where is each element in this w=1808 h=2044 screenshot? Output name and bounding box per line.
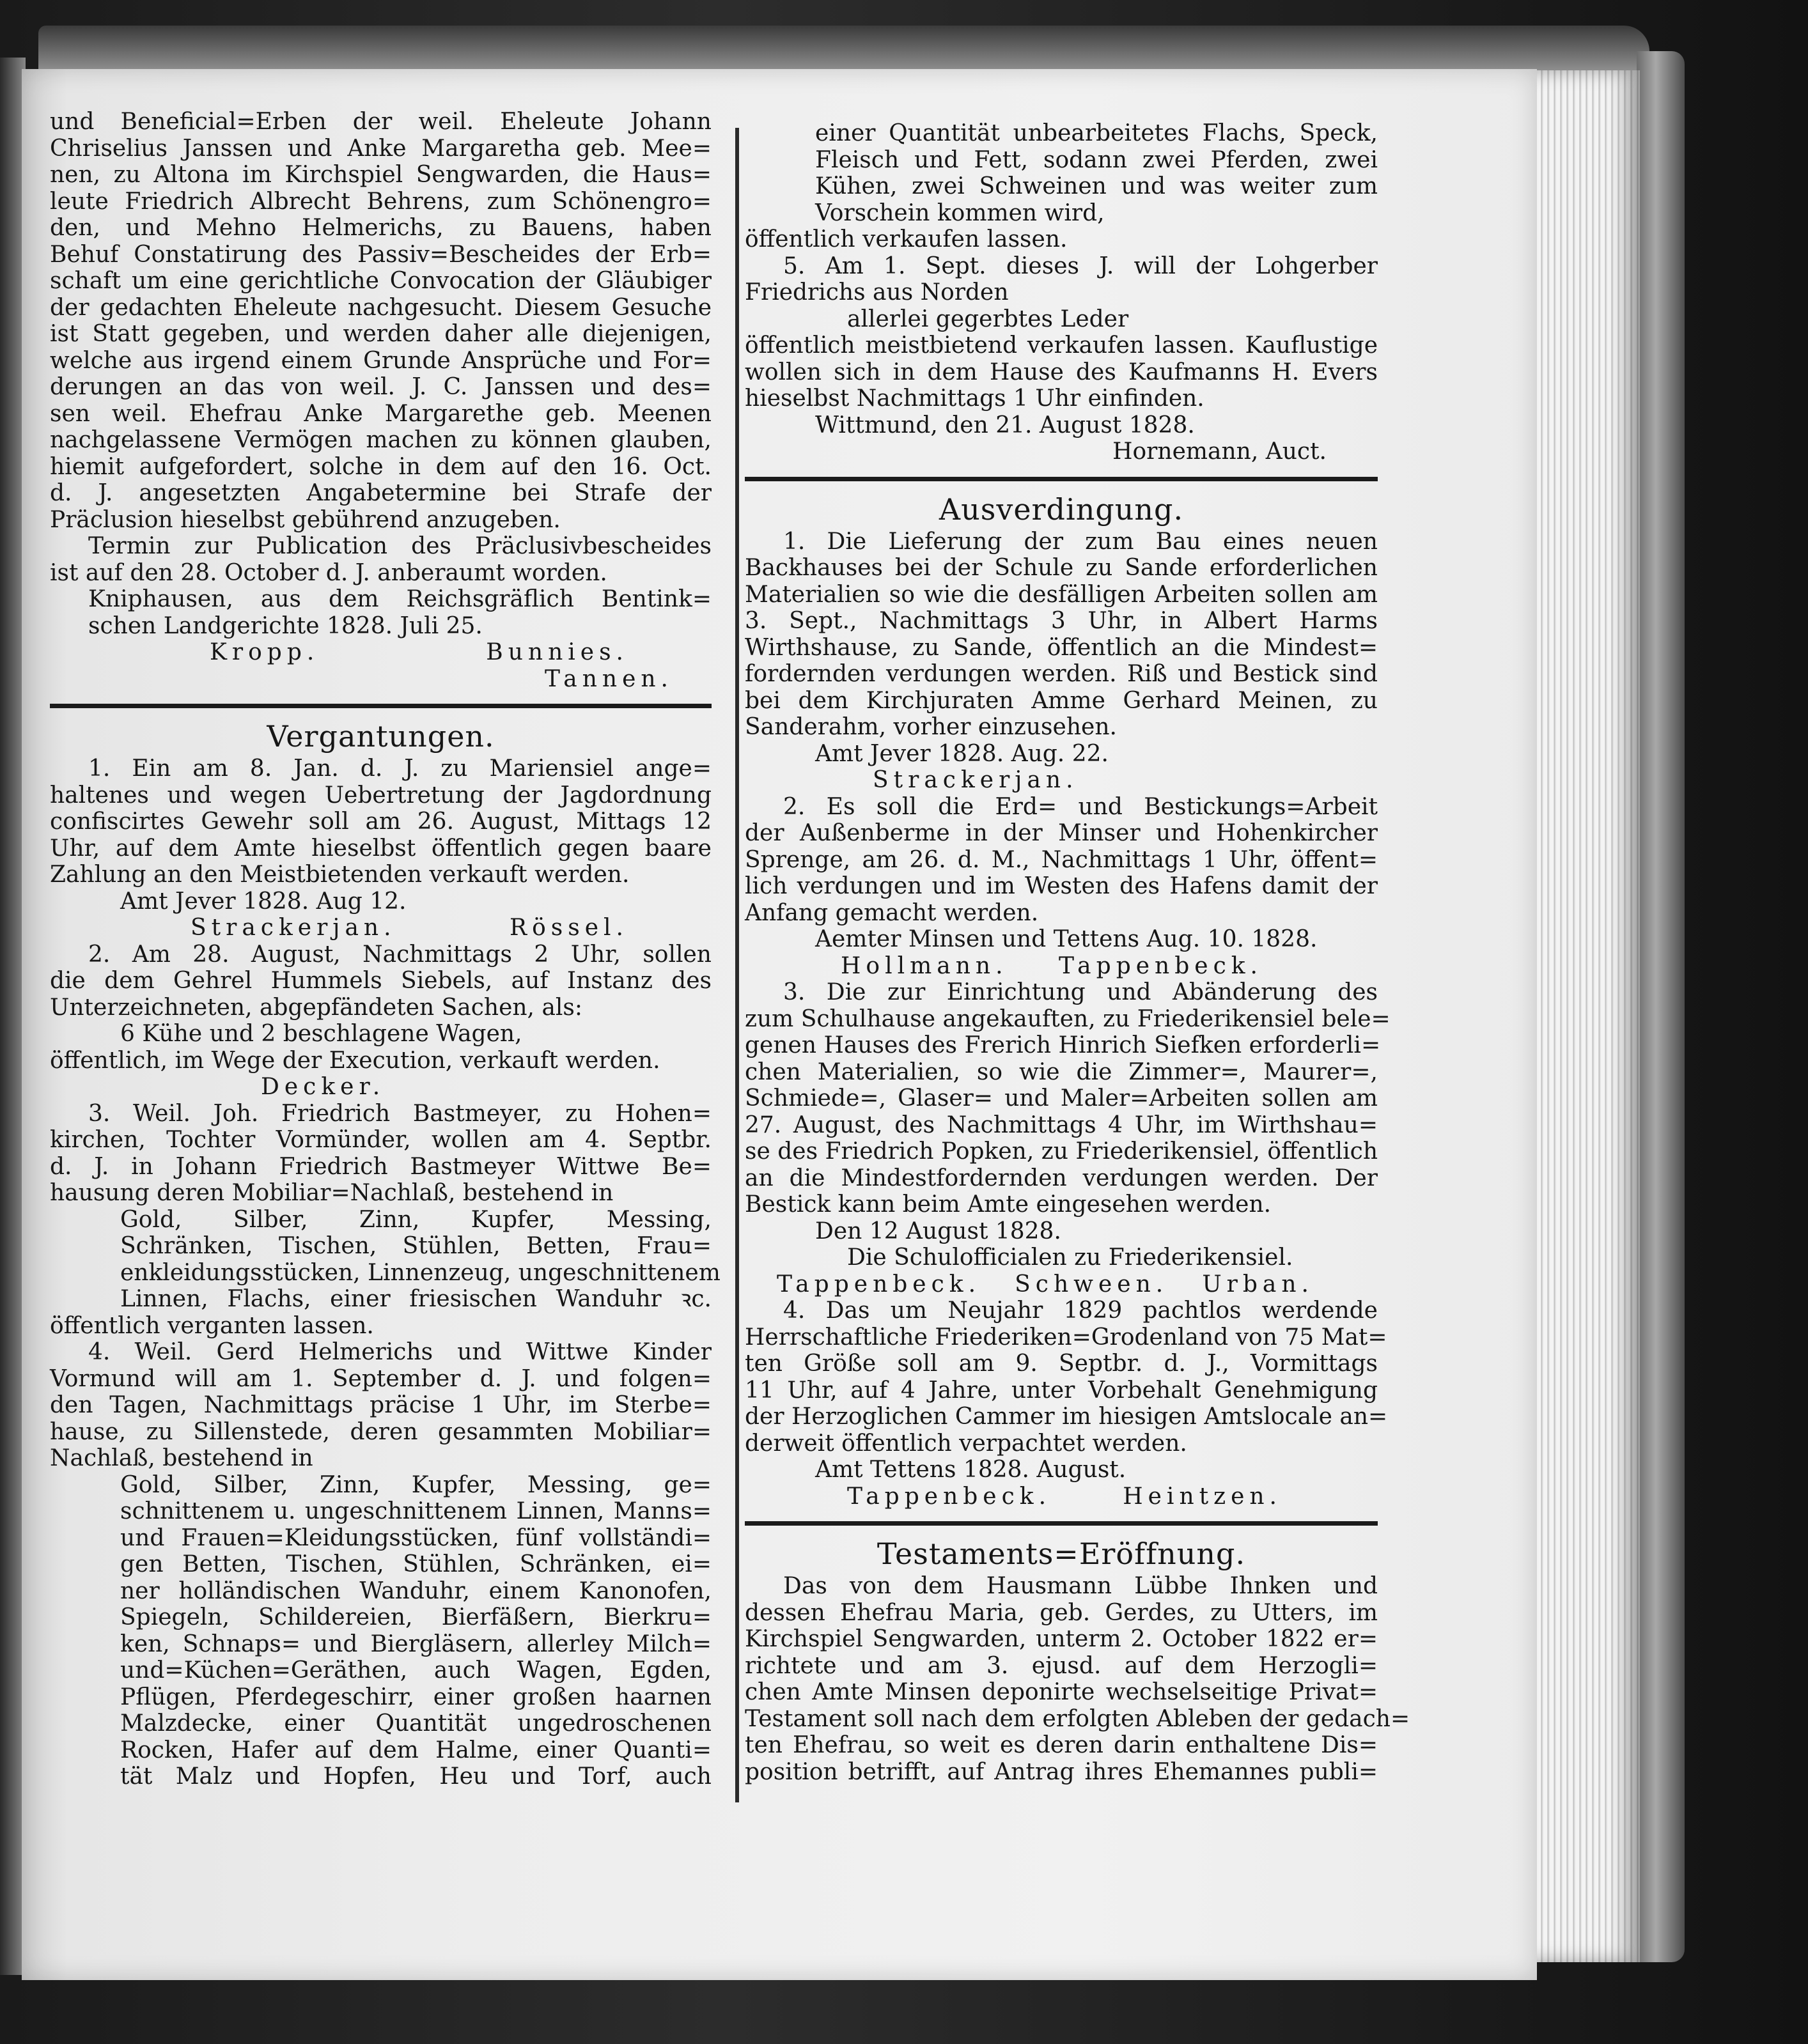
item-line: ken, Schnaps= und Biergläsern, allerley Milch=	[120, 1630, 712, 1657]
text-line: der Außenberme in der Minser und Hohenkircher	[745, 820, 1378, 846]
signature-row	[745, 953, 1378, 980]
section-rule	[50, 704, 712, 708]
text-line: position betrifft, auf Antrag ihres Ehemannes publi=	[745, 1758, 1378, 1785]
text-line: 2. Es soll die Erd= und Bestickungs=Arbeit	[783, 793, 1378, 820]
signature: Heintzen.	[1123, 1483, 1282, 1510]
text-line: haltenes und wegen Uebertretung der Jagdordnung	[50, 782, 712, 809]
text-line: 4. Weil. Gerd Helmerichs und Wittwe Kinder	[88, 1339, 712, 1365]
text-line: chen Amte Minsen deponirte wechselseitige Privat=	[745, 1679, 1378, 1705]
text-line: kirchen, Tochter Vormünder, wollen am 4. Septbr.	[50, 1127, 712, 1153]
text-line: Termin zur Publication des Präclusivbescheides	[88, 533, 712, 559]
text-line: Sprenge, am 26. d. M., Nachmittags 1 Uhr, öffent=	[745, 846, 1378, 873]
item-line: Gold, Silber, Zinn, Kupfer, Messing,	[120, 1206, 712, 1233]
place-date-line: Amt Jever 1828. Aug. 22.	[815, 740, 1109, 767]
place-date-line: Wittmund, den 21. August 1828.	[815, 412, 1195, 438]
signature: Schween.	[1015, 1271, 1169, 1297]
signature: Urban.	[1202, 1271, 1314, 1297]
text-line: ist Statt gegeben, und werden daher alle diejenigen,	[50, 321, 712, 347]
signature: Hornemann, Auct.	[1112, 438, 1327, 465]
text-line: lich verdungen und im Westen des Hafens damit der	[745, 873, 1378, 899]
section-heading: Testaments=Eröffnung.	[877, 1537, 1246, 1571]
text-line: und Beneficial=Erben der weil. Eheleute Johann	[50, 109, 712, 135]
text-line: den, und Mehno Helmerichs, zu Bauens, haben	[50, 215, 712, 241]
text-line: 1. Die Lieferung der zum Bau eines neuen	[783, 528, 1378, 555]
text-line: hiemit aufgefordert, solche in dem auf den 16. Oct.	[50, 453, 712, 480]
text-line: Präclusion hieselbst gebührend anzugeben.	[50, 506, 561, 533]
text-line: Zahlung an den Meistbietenden verkauft werden.	[50, 862, 630, 888]
text-line: ten Größe soll am 9. Septbr. d. J., Vormittags	[745, 1351, 1378, 1377]
text-line: die dem Gehrel Hummels Siebels, auf Instanz des	[50, 968, 712, 994]
place-date-line: schen Landgerichte 1828. Juli 25.	[88, 612, 483, 639]
item-line: enkleidungsstücken, Linnenzeug, ungeschnittenem	[120, 1259, 721, 1286]
text-line: der gedachten Eheleute nachgesucht. Diesem Gesuche	[50, 294, 712, 321]
text-line: leute Friedrich Albrecht Behrens, zum Schönengro=	[50, 188, 712, 215]
notice-v4	[50, 1339, 712, 1790]
text-line: Bestick kann beim Amte eingesehen werden.	[745, 1191, 1272, 1218]
text-line: chen Materialien, so wie die Zimmer=, Maurer=,	[745, 1058, 1378, 1085]
text-line: öffentlich meistbietend verkaufen lassen. Kauflustige	[745, 332, 1378, 359]
text-line: Sanderahm, vorher einzusehen.	[745, 714, 1117, 740]
notice-testament	[745, 1573, 1410, 1785]
place-date-line: Aemter Minsen und Tettens Aug. 10. 1828.	[815, 926, 1318, 952]
text-line: Friedrichs aus Norden	[745, 279, 1009, 306]
text-line: den Tagen, Nachmittags präcise 1 Uhr, im Sterbe=	[50, 1392, 712, 1418]
text-line: Behuf Constatirung des Passiv=Bescheides der Erb=	[50, 241, 712, 268]
item-line: ner holländischen Wanduhr, einem Kanonofen,	[120, 1577, 712, 1604]
text-line: hausung deren Mobiliar=Nachlaß, bestehend in	[50, 1180, 614, 1206]
text-line: Testament soll nach dem erfolgten Ableben der gedach=	[745, 1705, 1410, 1732]
text-line: 3. Sept., Nachmittags 3 Uhr, in Albert Harms	[745, 608, 1378, 634]
item-line: Rocken, Hafer auf dem Halme, einer Quanti=	[120, 1737, 712, 1763]
text-line: Kirchspiel Sengwarden, unterm 2. October 1822 er=	[745, 1626, 1378, 1652]
text-line: Schmiede=, Glaser= und Maler=Arbeiten sollen am	[745, 1085, 1378, 1111]
item-line: Malzdecke, einer Quantität ungedroschenen	[120, 1710, 712, 1737]
item-line: Gold, Silber, Zinn, Kupfer, Messing, ge=	[120, 1471, 712, 1498]
item-line: Linnen, Flachs, einer friesischen Wanduhr ꝛc.	[120, 1286, 712, 1312]
text-line: 1. Ein am 8. Jan. d. J. zu Mariensiel ange=	[88, 755, 712, 782]
text-line: Wirthshause, zu Sande, öffentlich an die Mindest=	[745, 634, 1378, 661]
text-line: d. J. in Johann Friedrich Bastmeyer Wittwe Be=	[50, 1153, 712, 1180]
text-line: wollen sich in dem Hause des Kaufmanns H. Evers	[745, 359, 1378, 385]
text-line: öffentlich verganten lassen.	[50, 1312, 374, 1339]
notice-v4-continued	[745, 120, 1378, 253]
text-line: se des Friedrich Popken, zu Friederikensiel, öffentlich	[745, 1138, 1378, 1165]
text-line: derweit öffentlich verpachtet werden.	[745, 1430, 1187, 1457]
text-line: Unterzeichneten, abgepfändeten Sachen, als:	[50, 994, 583, 1021]
text-line: confiscirtes Gewehr soll am 26. August, Mittags 12	[50, 809, 712, 835]
place-date-line: Amt Tettens 1828. August.	[815, 1457, 1126, 1483]
item-line: Spiegeln, Schildereien, Bierfäßern, Bierkru=	[120, 1604, 712, 1630]
text-line: ist auf den 28. October d. J. anberaumt worden.	[50, 559, 607, 586]
notice-a1	[745, 529, 1378, 794]
signature: Tappenbeck.	[847, 1483, 1052, 1510]
text-line: 3. Weil. Joh. Friedrich Bastmeyer, zu Hohen=	[88, 1100, 712, 1127]
text-line: Uhr, auf dem Amte hieselbst öffentlich gegen baare	[50, 835, 712, 862]
text-line: hieselbst Nachmittags 1 Uhr einfinden.	[745, 385, 1204, 412]
text-line: Das von dem Hausmann Lübbe Ihnken und	[783, 1573, 1378, 1599]
column-divider	[735, 128, 739, 1802]
convocation-notice	[50, 109, 712, 692]
text-line: öffentlich verkaufen lassen.	[745, 226, 1068, 252]
text-line: genen Hauses des Frerich Hinrich Siefken erforderli=	[745, 1032, 1381, 1058]
text-line: richtete und am 3. ejusd. auf dem Herzogli=	[745, 1652, 1378, 1679]
signature-row	[50, 915, 712, 941]
signature: Hollmann.	[841, 952, 1008, 979]
text-line: hause, zu Sillenstede, deren gesammten Mobiliar=	[50, 1418, 712, 1445]
item-line: und Frauen=Kleidungsstücken, fünf vollständi=	[120, 1524, 712, 1551]
notice-a3	[745, 979, 1391, 1297]
item-line: allerlei gegerbtes Leder	[847, 306, 1129, 332]
text-line: 11 Uhr, auf 4 Jahre, unter Vorbehalt Genehmigung	[745, 1377, 1378, 1404]
text-line: dessen Ehefrau Maria, geb. Gerdes, zu Utters, im	[745, 1599, 1378, 1626]
item-line: tät Malz und Hopfen, Heu und Torf, auch	[120, 1763, 712, 1790]
signature: Tannen.	[545, 665, 673, 692]
text-line: 3. Die zur Einrichtung und Abänderung des	[783, 979, 1378, 1005]
text-line: Anfang gemacht werden.	[745, 899, 1039, 926]
item-line: einer Quantität unbearbeitetes Flachs, Speck,	[815, 120, 1378, 146]
text-line: 2. Am 28. August, Nachmittags 2 Uhr, sollen	[88, 941, 712, 968]
place-date-line: Kniphausen, aus dem Reichsgräflich Bentink=	[88, 586, 712, 612]
text-line: derungen an das von weil. J. C. Janssen und des=	[50, 374, 712, 400]
text-line: Materialien so wie die desfälligen Arbeiten sollen am	[745, 581, 1378, 608]
item-line: Pflügen, Pferdegeschirr, einer großen haarnen	[120, 1684, 712, 1710]
text-line: welche aus irgend einem Grunde Ansprüche und For=	[50, 347, 712, 374]
signature: Tappenbeck.	[1058, 952, 1263, 979]
text-line: zum Schulhause angekauften, zu Friederikensiel bele=	[745, 1005, 1391, 1032]
section-rule	[745, 477, 1378, 481]
text-line: 4. Das um Neujahr 1829 pachtlos werdende	[783, 1297, 1378, 1324]
item-line: Schränken, Tischen, Stühlen, Betten, Frau=	[120, 1233, 712, 1259]
signature: Rössel.	[510, 915, 628, 941]
item-line: 6 Kühe und 2 beschlagene Wagen,	[120, 1021, 522, 1047]
item-line: schnittenem u. ungeschnittenem Linnen, Manns=	[120, 1498, 712, 1524]
text-line: 5. Am 1. Sept. dieses J. will der Lohgerber	[783, 252, 1378, 279]
text-line: an die Mindestfordernden verdungen werden. Der	[745, 1165, 1378, 1191]
section-heading: Vergantungen.	[267, 719, 495, 754]
item-line: Vorschein kommen wird,	[815, 199, 1105, 226]
notice-v3	[50, 1100, 721, 1340]
right-column	[745, 120, 1410, 1785]
text-line: Herrschaftliche Friederiken=Grodenland von 75 Mat=	[745, 1324, 1387, 1351]
page-stack-edges	[1531, 70, 1640, 1962]
text-line: der Herzoglichen Cammer im hiesigen Amtslocale an=	[745, 1404, 1388, 1430]
text-line: schaft um eine gerichtliche Convocation der Gläubiger	[50, 268, 712, 294]
text-line: bei dem Kirchjuraten Amme Gerhard Meinen, zu	[745, 687, 1378, 714]
text-line: d. J. angesetzten Angabetermine bei Strafe der	[50, 480, 712, 506]
item-line: gen Betten, Tischen, Stühlen, Schränken, ei=	[120, 1551, 712, 1577]
notice-a4	[745, 1297, 1388, 1510]
signature: Strackerjan.	[191, 915, 396, 941]
book-cover-edge	[1637, 51, 1685, 1962]
notice-v5	[745, 253, 1378, 465]
text-line: Chriselius Janssen und Anke Margaretha geb. Mee=	[50, 135, 712, 162]
signature: Kropp.	[210, 639, 320, 665]
officials-line: Die Schulofficialen zu Friederikensiel.	[847, 1244, 1293, 1271]
text-line: nachgelassene Vermögen machen zu können glauben,	[50, 427, 712, 453]
notice-v2	[50, 941, 712, 1101]
signature: Bunnies.	[486, 639, 628, 665]
item-line: und=Küchen=Geräthen, auch Wagen, Egden,	[120, 1657, 712, 1684]
text-line: nen, zu Altona im Kirchspiel Sengwarden, die Haus=	[50, 162, 712, 188]
signature: Strackerjan.	[873, 767, 1079, 793]
place-date-line: Den 12 August 1828.	[815, 1218, 1061, 1244]
text-line: fordernden verdungen werden. Riß und Bestick sind	[745, 661, 1378, 687]
section-rule	[745, 1521, 1378, 1526]
text-line: ten Ehefrau, so weit es deren darin enthaltene Dis=	[745, 1732, 1378, 1758]
notice-a2	[745, 794, 1378, 980]
signature-row	[745, 1483, 1378, 1510]
text-line: Vormund will am 1. September d. J. und folgen=	[50, 1365, 712, 1392]
signature-row	[745, 1271, 1378, 1298]
text-line: öffentlich, im Wege der Execution, verkauft werden.	[50, 1047, 660, 1074]
item-line: Kühen, zwei Schweinen und was weiter zum	[815, 173, 1378, 199]
left-column	[50, 109, 721, 1790]
item-line: Fleisch und Fett, sodann zwei Pferden, zwei	[815, 146, 1378, 173]
text-line: Nachlaß, bestehend in	[50, 1445, 313, 1471]
text-line: Backhauses bei der Schule zu Sande erforderlichen	[745, 555, 1378, 581]
text-line: 27. August, des Nachmittags 4 Uhr, im Wirthshau=	[745, 1111, 1378, 1138]
signature: Tappenbeck.	[777, 1271, 981, 1297]
section-heading: Ausverdingung.	[939, 492, 1184, 527]
notice-v1	[50, 755, 712, 941]
text-line: sen weil. Ehefrau Anke Margarethe geb. Meenen	[50, 400, 712, 427]
place-date-line: Amt Jever 1828. Aug 12.	[120, 888, 407, 915]
signature-row	[50, 639, 712, 666]
signature: Decker.	[261, 1074, 386, 1100]
